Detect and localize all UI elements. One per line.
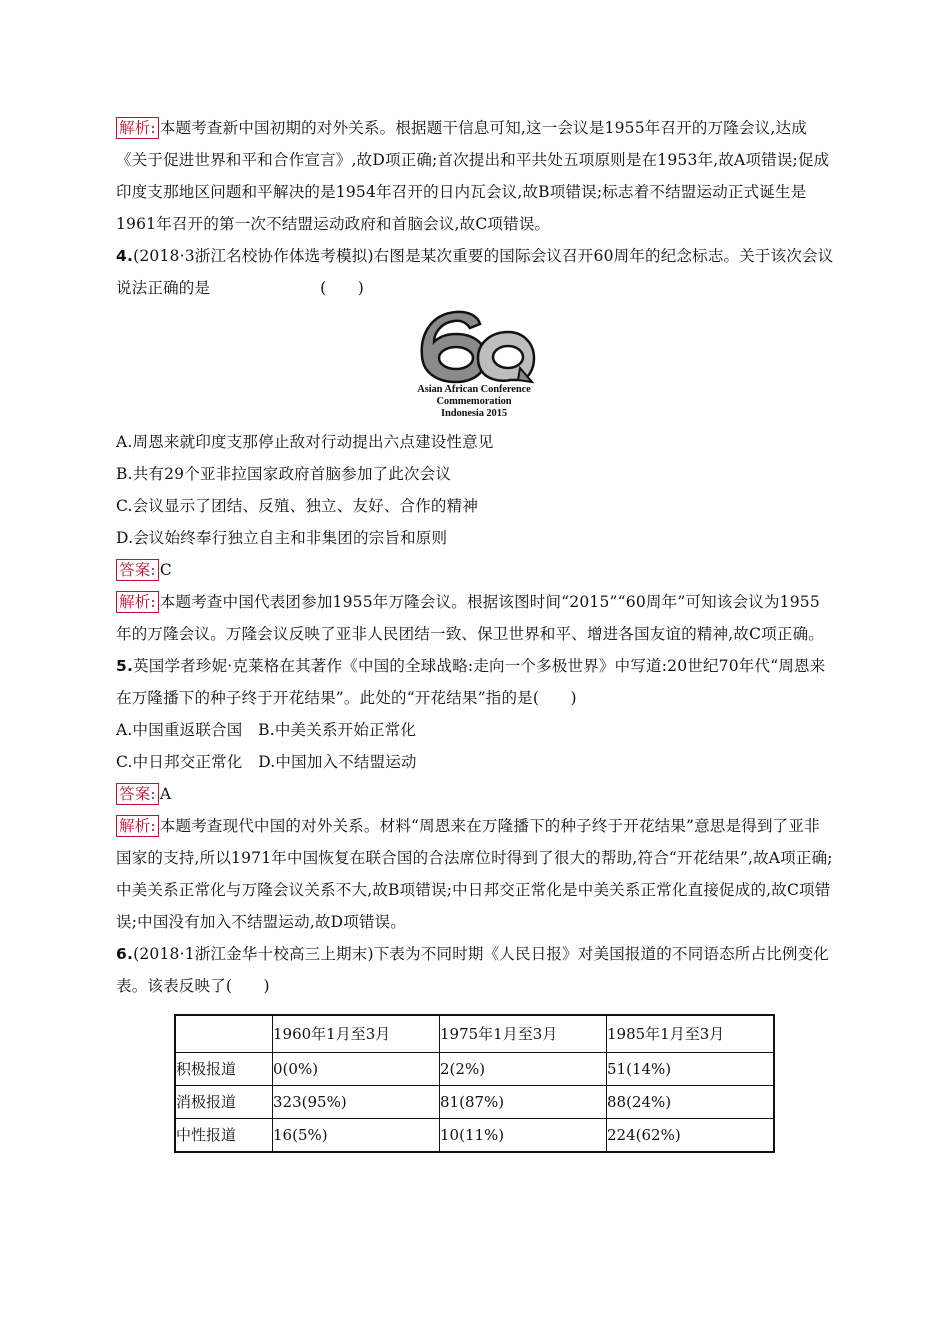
table-cell: 16(5%): [273, 1119, 440, 1153]
q4-option-b: B.共有29个亚非拉国家政府首脑参加了此次会议: [116, 465, 452, 483]
q4-option-a: A.周恩来就印度支那停止敌对行动提出六点建设性意见: [116, 433, 494, 451]
q3-analysis: [116, 112, 834, 240]
q6-stem-text: (2018·1浙江金华十校高三上期末)下表为不同时期《人民日报》对美国报道的不同语态所占比例变化表。该表反映了( ): [116, 945, 830, 995]
document-page: [116, 112, 834, 1153]
q5-answer-value: A: [159, 785, 172, 803]
table-header-cell: 1975年1月至3月: [440, 1015, 607, 1053]
analysis-tag: 解析:: [116, 591, 159, 613]
analysis-tag: 解析:: [116, 815, 159, 837]
q5-answer: [116, 778, 834, 810]
q4-answer-value: C: [159, 561, 172, 579]
q3-analysis-text: 本题考查新中国初期的对外关系。根据题干信息可知,这一会议是1955年召开的万隆会议,达成《关于促进世界和平和合作宣言》,故D项正确;首次提出和平共处五项原则是在1953年,故A项错误;促成印度支那地区问题和平解决的是1954年召开的日内瓦会议,故B项错误;标志着不结盟运动正式诞生是1961年召开的第一次不结盟运动政府和首脑会议,故C项错误。: [116, 119, 830, 233]
q4-stem: [116, 240, 834, 304]
table-row-label: 积极报道: [175, 1053, 273, 1086]
people-daily-report-table: [174, 1014, 775, 1153]
answer-tag: 答案:: [116, 783, 159, 805]
answer-tag: 答案:: [116, 559, 159, 581]
table-row: [175, 1086, 774, 1119]
q5-stem: [116, 650, 834, 714]
q5-stem-text: 英国学者珍妮·克莱格在其著作《中国的全球战略:走向一个多极世界》中写道:20世纪70年代“周恩来在万隆播下的种子终于开花结果”。此处的“开花结果”指的是( ): [116, 657, 826, 707]
table-cell: 0(0%): [273, 1053, 440, 1086]
table-cell: 2(2%): [440, 1053, 607, 1086]
q4-analysis: [116, 586, 834, 650]
q4-option-c: C.会议显示了团结、反殖、独立、友好、合作的精神: [116, 497, 479, 515]
q5-analysis-text: 本题考查现代中国的对外关系。材料“周恩来在万隆播下的种子终于开花结果”意思是得到了亚非国家的支持,所以1971年中国恢复在联合国的合法席位时得到了很大的帮助,符合“开花结果”,故A项正确;中美关系正常化与万隆会议关系不大,故B项错误;中日邦交正常化是中美关系正常化直接促成的,故C项错误;中国没有加入不结盟运动,故D项错误。: [116, 817, 833, 931]
table-cell: 51(14%): [607, 1053, 775, 1086]
report-table-wrapper: [174, 1014, 834, 1153]
q5-options-line1: A.中国重返联合国 B.中美关系开始正常化: [116, 721, 417, 739]
conference-logo-figure: [116, 308, 834, 426]
logo-caption-line1: Asian African Conference: [417, 384, 531, 395]
table-cell: 323(95%): [273, 1086, 440, 1119]
analysis-tag: 解析:: [116, 117, 159, 139]
q4-answer: [116, 554, 834, 586]
q5-number: 5.: [116, 657, 134, 675]
conference-logo-icon: [412, 308, 536, 384]
q6-stem: [116, 938, 834, 1002]
table-header-row: [175, 1015, 774, 1053]
q4-number: 4.: [116, 247, 134, 265]
q5-analysis: [116, 810, 834, 938]
q5-options-line2: C.中日邦交正常化 D.中国加入不结盟运动: [116, 753, 417, 771]
table-row-label: 消极报道: [175, 1086, 273, 1119]
table-header-cell: [175, 1015, 273, 1053]
table-cell: 224(62%): [607, 1119, 775, 1153]
table-row: [175, 1119, 774, 1153]
logo-caption-line2: Commemoration: [436, 396, 512, 407]
asian-african-conference-logo: [412, 308, 536, 426]
table-row: [175, 1053, 774, 1086]
logo-caption-line3: Indonesia 2015: [441, 408, 507, 419]
table-header-cell: 1985年1月至3月: [607, 1015, 775, 1053]
table-cell: 10(11%): [440, 1119, 607, 1153]
q4-option-d: D.会议始终奉行独立自主和非集团的宗旨和原则: [116, 529, 448, 547]
q6-number: 6.: [116, 945, 134, 963]
table-cell: 81(87%): [440, 1086, 607, 1119]
table-row-label: 中性报道: [175, 1119, 273, 1153]
table-header-cell: 1960年1月至3月: [273, 1015, 440, 1053]
q4-analysis-text: 本题考查中国代表团参加1955年万隆会议。根据该图时间“2015”“60周年”可知该会议为1955年的万隆会议。万隆会议反映了亚非人民团结一致、保卫世界和平、增进各国友谊的精神,故C项正确。: [116, 593, 824, 643]
table-cell: 88(24%): [607, 1086, 775, 1119]
q4-stem-text: (2018·3浙江名校协作体选考模拟)右图是某次重要的国际会议召开60周年的纪念标志。关于该次会议说法正确的是 ( ): [116, 247, 834, 297]
